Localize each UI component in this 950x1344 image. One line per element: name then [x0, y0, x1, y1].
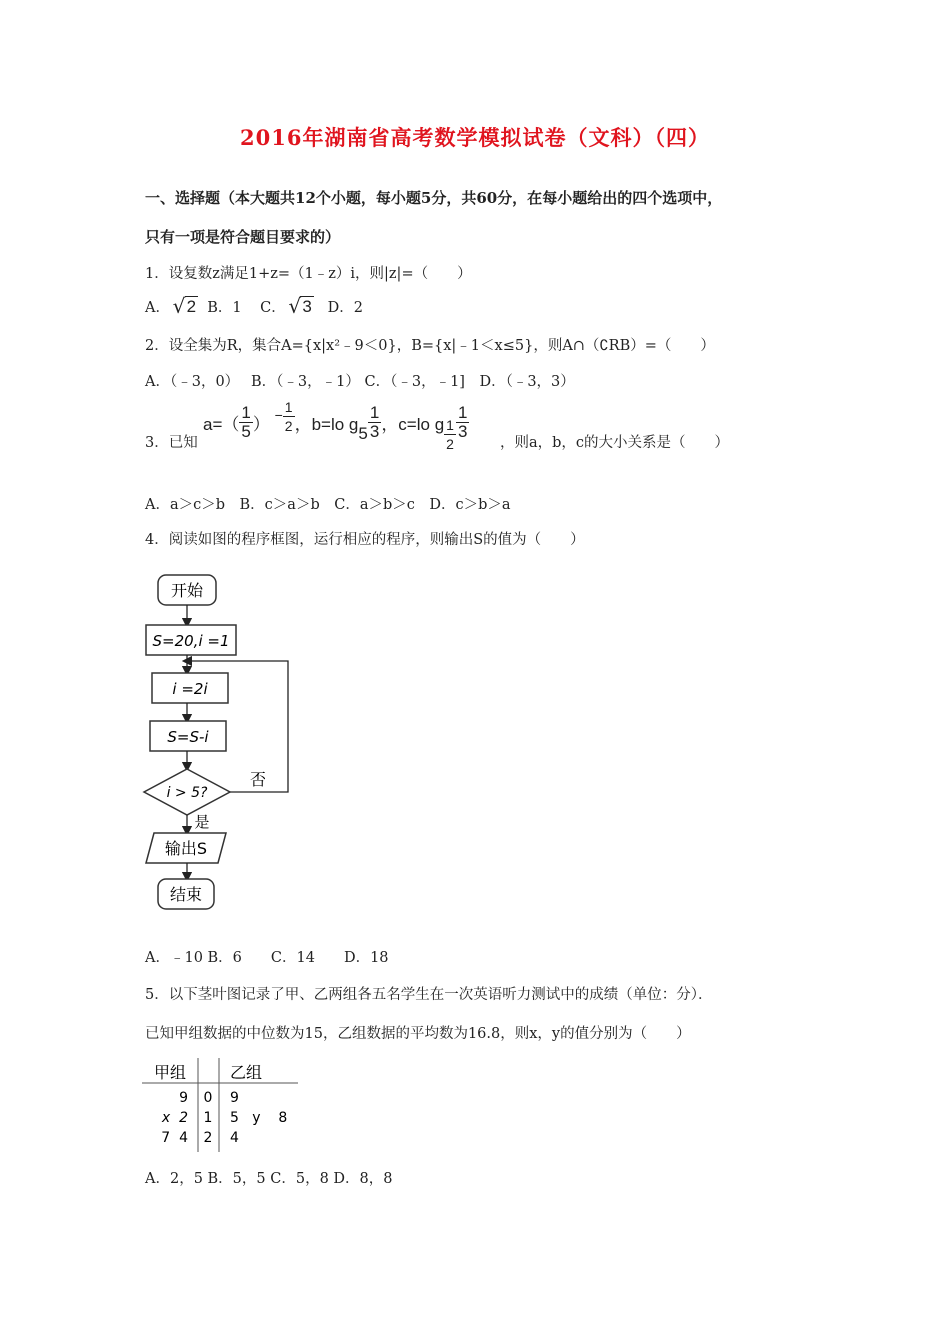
table-stem-cell: 1: [203, 1110, 213, 1126]
q3-b-eq: ，b=lo g: [294, 415, 359, 434]
q3-formula: a=（ $\frac{1}{5}$ ） − $\frac{1}{2}$ ，b=lo g5 $\frac{1}{3}$ ，c=lo g $\frac{1}{2}$ $\frac{1}{3}$: [203, 399, 468, 452]
q1-option-d: D．2: [327, 300, 363, 316]
flow-start-label: 开始: [170, 581, 204, 600]
q3-a-fraction: $\frac{1}{5}$: [241, 403, 251, 441]
table-left-cell: 9: [179, 1090, 188, 1106]
q3-c-base: $\frac{1}{2}$: [446, 416, 454, 452]
flow-step2-label: S=S-i: [167, 728, 209, 746]
flow-end-label: 结束: [169, 885, 203, 904]
section-heading-cont: 只有一项是符合题目要求的）: [145, 228, 341, 246]
q1-option-c-label: C．: [260, 300, 286, 316]
q1-option-b: B．1: [207, 300, 242, 316]
page-title: 2016年湖南省高考数学模拟试卷（文科）（四）: [240, 125, 710, 150]
table-stem-cell: 0: [203, 1090, 213, 1106]
flowchart: [138, 565, 298, 915]
q3-options: A．a＞c＞b B．c＞a＞b C．a＞b＞c D．c＞b＞a: [145, 497, 511, 513]
q3-a-eq: a=（: [203, 415, 240, 434]
q3-suffix: ，则a，b，c的大小关系是（ ）: [500, 435, 730, 451]
table-head-left: 甲组: [153, 1063, 187, 1082]
stem-leaf-table: [142, 1058, 298, 1152]
q4-options: A．﹣10 B．6 C．14 D．18: [145, 950, 389, 966]
table-left-cell: x 2: [161, 1110, 188, 1126]
q2-options: A．（﹣3，0） B．（﹣3，﹣1） C．（﹣3，﹣1] D．（﹣3，3）: [145, 374, 575, 390]
flow-decision-label: i > 5?: [166, 785, 208, 801]
q1-option-a-sqrt: √ 2: [172, 294, 197, 318]
q5-options: A．2，5 B．5，5 C．5，8 D．8，8: [145, 1171, 393, 1187]
q3-exponent: − $\frac{1}{2}$: [274, 399, 293, 434]
q1-stem: 1．设复数z满足1+z=（1﹣z）i，则|z|=（ ）: [145, 266, 472, 282]
table-right-cell: 4: [230, 1130, 239, 1146]
q4-stem: 4．阅读如图的程序框图，运行相应的程序，则输出S的值为（ ）: [145, 532, 585, 548]
flow-yes-label: 是: [194, 813, 210, 831]
table-left-cell: 7 4: [161, 1130, 188, 1146]
q2-stem: 2．设全集为R，集合A={x|x²﹣9＜0}，B={x|﹣1＜x≤5}，则A∩（∁RB）=（ ）: [145, 338, 715, 354]
flow-step1-label: i =2i: [172, 680, 208, 698]
q3-c-eq: ，c=lo g: [381, 415, 445, 434]
table-head-right: 乙组: [229, 1063, 263, 1082]
q1-option-c-sqrt: √ 3: [288, 294, 312, 318]
flow-output-label: 输出S: [164, 839, 208, 858]
q1-options: [145, 296, 363, 317]
q5-stem: 5．以下茎叶图记录了甲、乙两组各五名学生在一次英语听力测试中的成绩（单位：分）．: [145, 987, 713, 1003]
section-heading: 一、选择题（本大题共12个小题，每小题5分，共60分，在每小题给出的四个选项中，: [145, 189, 723, 207]
q3-c-fraction: $\frac{1}{3}$: [457, 403, 468, 441]
table-stem-cell: 2: [203, 1130, 213, 1146]
q5-stem-cont: 已知甲组数据的中位数为15，乙组数据的平均数为16.8，则x，y的值分别为（ ）: [145, 1026, 691, 1042]
q3-b-fraction: $\frac{1}{3}$: [369, 403, 380, 441]
flow-no-label: 否: [249, 770, 267, 789]
q3-prefix: 3．已知: [145, 435, 198, 451]
q1-option-a-label: A．: [145, 300, 170, 316]
flow-init-label: S=20,i =1: [152, 632, 230, 650]
table-right-cell: 5 y 8: [230, 1110, 288, 1126]
table-right-cell: 9: [230, 1090, 239, 1106]
